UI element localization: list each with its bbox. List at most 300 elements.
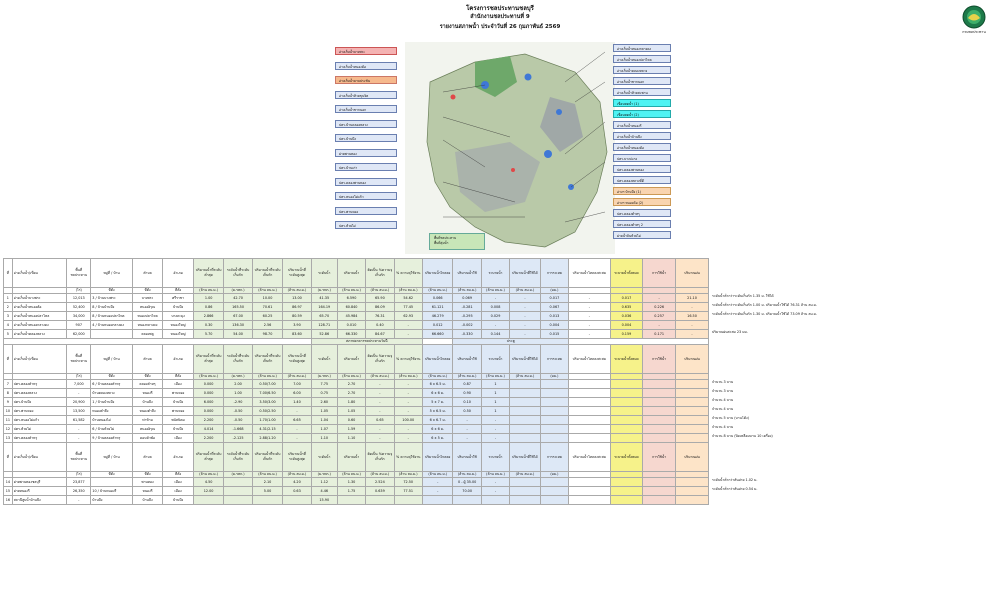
cell-c1: 5.70 [193,330,224,339]
column-header: % ความจุใช้งาน [394,259,422,288]
reservoir-marker-6 [451,95,456,100]
cell-c4: 7.00 [283,380,311,389]
cell-c14 [569,487,610,496]
cell-area: 26,350 [67,487,91,496]
cell-c9: 6 x 6 ม. [422,389,453,398]
cell-c10: 0.10 [453,398,481,407]
remark: ระดับน้ำต่ำกว่าสันฝาย 0.54 ม. [712,487,758,491]
cell-tam: หนองปลาไหล [132,312,163,321]
column-header: ปริมาณน้ำใช้ [453,443,481,472]
cell-n: 13 [4,434,13,443]
report-subtitle: สำนักงานชลประทานที่ 9 [470,14,530,20]
cell-c10: 0 - ผู้ 35.00 [453,478,481,487]
cell-c14 [569,425,610,434]
cell-c13: 0.015 [540,330,568,339]
cell-c3: 4.31/2.15 [252,425,283,434]
cell-c12 [510,425,541,434]
column-header: % ความจุใช้งาน [394,443,422,472]
cell-c4: - [283,407,311,416]
unit-cell: (ล้าน ลบ.ม.) [337,374,365,380]
map-label-right-8: อ่างเก็บน้ำบ้านบึง [613,132,671,140]
cell-c2: 67.00 [224,312,252,321]
table-row [4,330,709,339]
cell-c13 [540,416,568,425]
cell-c10: - [453,434,481,443]
map-label-left-4: อ่างเก็บน้ำชากนอก [335,105,397,113]
cell-c7: 2.524 [366,478,394,487]
unit-cell: (ล้าน ลบ.ม.) [252,288,283,294]
map-label-right-15: ปตร.คลองตำหรุ [613,209,671,217]
column-header: ปริมาณน้ำที่ระดับสูงสุด [283,345,311,374]
unit-cell: (ล้าน ลบ.ม.) [510,472,541,478]
cell-c12 [510,398,541,407]
column-header: ระบายน้ำทั้งหมด [610,345,643,374]
cell-c1: 0.30 [193,321,224,330]
cell-c17 [676,425,709,434]
unit-cell: (ล้าน ลบ.ม.) [193,472,224,478]
cell-area: - [67,496,91,505]
cell-n: 4 [4,321,13,330]
column-header: ปริมาณน้ำไหลลงสะสม [569,259,610,288]
cell-c13: 0.067 [540,303,568,312]
cell-amp: พนัสนิคม [163,416,194,425]
cell-area: 7,000 [67,380,91,389]
cell-c17 [676,434,709,443]
cell-c8: - [394,434,422,443]
column-header: ปริมาณน้ำที่ระดับต่ำสุด [193,259,224,288]
unit-cell: (ล้าน ลบ.ม.) [193,374,224,380]
unit-cell: (ล้าน ลบ.ม.) [337,472,365,478]
water-status-table [3,258,709,505]
column-header: ปริมาณน้ำ [337,443,365,472]
cell-vil: บ้านบึง [91,496,132,505]
unit-cell: (ล้าน ลบ.ม.) [366,374,394,380]
column-header: อ่างเก็บน้ำ/เขื่อน [12,345,67,374]
cell-c6: 0.60 [337,416,365,425]
column-header: ตำบล [132,345,163,374]
cell-c13 [540,407,568,416]
column-header: พื้นที่ชลประทาน [67,345,91,374]
table-row [4,478,709,487]
cell-area: 61,582 [67,416,91,425]
remark: จำนวน 8 บาน (ปิดเหลือมบาน 10 เครื่อง) [712,434,773,438]
map-label-right-17: ฝายน้ำล้นห้วยไผ่ [613,231,671,239]
unit-cell: (ไร่) [67,472,91,478]
cell-c6: 2.70 [337,389,365,398]
column-header: ปริมาณน้ำที่ใช้ได้ [510,345,541,374]
cell-c16 [643,496,676,505]
unit-cell: ที่ตั้ง [163,374,194,380]
cell-c6: 1.30 [337,478,365,487]
unit-cell: ที่ตั้ง [132,288,163,294]
cell-c9 [422,496,453,505]
cell-c4: 0.63 [283,487,311,496]
remark: จำนวน 5 บาน (บานโค้ง) [712,416,749,420]
cell-c15 [610,496,643,505]
section1-header-row [4,259,709,288]
cell-c8: 77.45 [394,303,422,312]
cell-c1: 2.866 [193,312,224,321]
legend-item-basin: พื้นที่ลุ่มน้ำ [434,241,449,245]
cell-tam: บ้านบึง [132,398,163,407]
cell-c11 [481,496,509,505]
cell-c8: - [394,321,422,330]
cell-c5: 7.75 [311,380,337,389]
unit-cell: ที่ตั้ง [163,288,194,294]
cell-vil: 1 / บ้านบ้านบึง [91,398,132,407]
cell-c13 [540,478,568,487]
section2-group-header: สภาพอาคารชลประทานวันนี้ [311,339,422,345]
cell-c16 [643,380,676,389]
cell-c1: 0.000 [193,407,224,416]
cell-c16 [643,389,676,398]
cell-c3 [252,496,283,505]
column-header: ระบายน้ำ [481,345,509,374]
cell-area: 12,013 [67,294,91,303]
cell-amp: ศรีราชา [163,294,194,303]
cell-c15 [610,398,643,407]
cell-c5: 4.46 [311,487,337,496]
cell-c5: 1.04 [311,416,337,425]
cell-c10: 0.90 [453,389,481,398]
cell-amp: หนองใหญ่ [163,330,194,339]
cell-c12 [510,407,541,416]
map-label-left-12: ปตร.ห้วยไผ่ [335,221,397,229]
column-header: ปริมาณน้ำที่ระดับเก็บกัก [252,443,283,472]
cell-c5: 164.19 [311,303,337,312]
report-header [0,0,1000,40]
cell-c13: 0.013 [540,312,568,321]
cell-tam: หนองตำลึง [132,407,163,416]
column-header: พื้นที่ชลประทาน [67,443,91,472]
cell-c2: 42.70 [224,294,252,303]
cell-c2: 2.00 [224,380,252,389]
cell-c14: - [569,321,610,330]
map-label-left-6: ปตร.บ้านบึง [335,134,397,142]
cell-c11: 1 [481,398,509,407]
cell-c15 [610,416,643,425]
cell-name: อ่างเก็บน้ำหนองค้อ [12,303,67,312]
unit-cell: ที่ตั้ง [163,472,194,478]
cell-amp: พานทอง [163,389,194,398]
column-header: หมู่ที่ / บ้าน [91,443,132,472]
cell-n: 7 [4,380,13,389]
unit-cell: (ล้าน ลบ.ม.) [394,374,422,380]
cell-name: สถานีสูบน้ำบ้านบึง [12,496,67,505]
cell-c10 [453,496,481,505]
column-header: ระดับน้ำ [311,259,337,288]
cell-c8: - [394,330,422,339]
cell-c4: 80.59 [283,312,311,321]
cell-c2 [224,478,252,487]
cell-tam: ท่าข้าม [132,416,163,425]
cell-vil: 6 / บ้านคลองตำหรุ [91,380,132,389]
cell-amp: เมือง [163,434,194,443]
cell-c15 [610,487,643,496]
cell-c15: 0.004 [610,321,643,330]
map-label-right-12: ปตร.คลองหลวงที่ดี [613,176,671,184]
cell-c7 [366,496,394,505]
map-label-left-3: อ่างเก็บน้ำห้วยขุนจิต [335,91,397,99]
cell-amp: บ้านบึง [163,398,194,407]
cell-c1: 4.50 [193,478,224,487]
column-header: ปริมาณน้ำที่ใช้ได้ [510,259,541,288]
unit-cell: (ล้าน ลบ.ม.) [422,374,453,380]
cell-c12 [510,478,541,487]
cell-c1: 4.014 [193,425,224,434]
cell-c12: - [510,294,541,303]
cell-c7: 76.31 [366,312,394,321]
column-header: การระเหย [540,443,568,472]
cell-c17 [676,478,709,487]
map-label-right-3: อ่างเก็บน้ำซากนอก [613,77,671,85]
column-header: ปริมาณน้ำ [337,345,365,374]
cell-c1: 0.86 [193,303,224,312]
cell-c2 [224,487,252,496]
cell-c11: - [481,425,509,434]
unit-cell: (ล้าน ลบ.ม.) [394,472,422,478]
cell-c3: 7.00/6.50 [252,389,283,398]
rid-logo [958,5,990,37]
column-header: ปริมาณน้ำที่ระดับต่ำสุด [193,443,224,472]
cell-c12: - [510,321,541,330]
cell-c7: 84.67 [366,330,394,339]
cell-vil: 4 / บ้านหนองกลางดง [91,321,132,330]
cell-name: ปตร.คลองตำหรุ [12,434,67,443]
table-row [4,321,709,330]
map-label-right-0: อ่างเก็บน้ำหนองกลางดง [613,44,671,52]
cell-c1: 0.000 [193,380,224,389]
map-label-left-1: อ่างเก็บน้ำหนองค้อ [335,62,397,70]
cell-c15 [610,425,643,434]
cell-c5: 1.10 [311,434,337,443]
unit-cell: (ล้าน ลบ.ม.) [481,472,509,478]
cell-c12 [510,380,541,389]
cell-c17 [676,398,709,407]
unit-cell: (ล้าน ลบ.ม.) [283,374,311,380]
unit-cell: (ม.รทก.) [224,472,252,478]
unit-cell: (ล้าน ลบ.ม.) [283,472,311,478]
map-label-left-11: ปตร.พานทอง [335,207,397,215]
column-header: % ความจุใช้งาน [394,345,422,374]
cell-c11: 0.008 [481,303,509,312]
column-header: การใช้น้ำ [643,345,676,374]
cell-tam: หนองอิรุณ [132,425,163,434]
unit-cell: (ล้าน ลบ.ม.) [366,472,394,478]
map-label-right-13: อ่างฯ บ้านบึง (1) [613,187,671,195]
cell-c10: 0.87 [453,380,481,389]
map-label-right-11: ปตร.คลองพานทอง [613,165,671,173]
cell-tam: ดอนหัวฬ่อ [132,434,163,443]
cell-c8 [394,496,422,505]
cell-c17 [676,496,709,505]
column-header: ปริมาณน้ำที่ใช้ได้ [510,443,541,472]
legend-item-irrigated: พื้นที่ชลประทาน [434,236,457,240]
cell-c2: 1.00 [224,389,252,398]
cell-name: อ่างเก็บน้ำหนองปลาไหล [12,312,67,321]
cell-c8: - [394,407,422,416]
cell-c13 [540,398,568,407]
cell-c6: 1.75 [337,487,365,496]
cell-name: ปตร.พานทอง [12,407,67,416]
cell-c1: 1.00 [193,294,224,303]
cell-c4: 6.65 [283,416,311,425]
unit-cell: (ไร่) [67,288,91,294]
cell-c8: - [394,380,422,389]
cell-c7: - [366,380,394,389]
map-label-right-7: อ่างเก็บน้ำหนองรี [613,121,671,129]
cell-c2 [224,496,252,505]
cell-c16 [643,398,676,407]
table-row [4,294,709,303]
cell-vil: 8 / บ้านบ้านบึง [91,303,132,312]
cell-name: อ่างเก็บน้ำบางพระ [12,294,67,303]
unit-cell: (มม.) [540,374,568,380]
cell-c10: -0.002 [453,321,481,330]
unit-cell: (ล้าน ลบ.ม.) [337,288,365,294]
column-header: ที่ [4,345,13,374]
cell-c7: - [366,398,394,407]
cell-c9: 46.279 [422,312,453,321]
cell-n: 12 [4,425,13,434]
cell-c17: 21.10 [676,294,709,303]
cell-c16: 0.226 [643,303,676,312]
cell-c14 [569,380,610,389]
cell-c13 [540,425,568,434]
cell-c13 [540,389,568,398]
map-legend [429,233,485,250]
cell-tam: หนองกลางดง [132,321,163,330]
table-row [4,303,709,312]
cell-area: 13,500 [67,407,91,416]
cell-c10: 0.069 [453,294,481,303]
cell-c4: 83.60 [283,330,311,339]
unit-cell: (ล้าน ลบ.ม.) [252,374,283,380]
cell-area: - [67,434,91,443]
cell-n: 15 [4,487,13,496]
cell-c2: 165.50 [224,303,252,312]
cell-c1: 2.200 [193,416,224,425]
cell-amp: พานทอง [163,407,194,416]
map-label-left-7: ฝายพานทอง [335,149,397,157]
cell-c15: 0.635 [610,303,643,312]
cell-c1 [193,496,224,505]
cell-c6: 0.010 [337,321,365,330]
table-row [4,425,709,434]
cell-tam: หนองรี [132,487,163,496]
cell-amp: บ้านบึง [163,425,194,434]
unit-cell: (ล้าน ลบ.ม.) [283,288,311,294]
cell-c5: 0.75 [311,389,337,398]
map-label-right-16: ปตร.คลองตำหรุ 2 [613,220,671,228]
cell-c9: 6 x 6.5 ม. [422,380,453,389]
cell-c4: 6.00 [283,389,311,398]
cell-c12: - [510,330,541,339]
cell-c1: 2.200 [193,434,224,443]
column-header: คิดเป็น %ความจุเก็บกัก [366,443,394,472]
unit-cell: (ล้าน ลบ.ม.) [453,288,481,294]
cell-c17 [676,380,709,389]
map-label-right-4: อ่างเก็บน้ำห้วยสะพาน [613,88,671,96]
cell-amp: เมือง [163,478,194,487]
cell-vil [91,330,132,339]
section2-sub-header: ประตู [453,339,569,345]
cell-c3: 10.00 [252,294,283,303]
cell-c10: - [453,416,481,425]
cell-n: 16 [4,496,13,505]
cell-c16 [643,487,676,496]
column-header: อำเภอ [163,443,194,472]
unit-cell: (ม.รทก.) [311,374,337,380]
cell-c10: -0.281 [453,303,481,312]
cell-c11: 0.029 [481,312,509,321]
cell-c8: 72.50 [394,478,422,487]
cell-c13 [540,380,568,389]
unit-cell: ที่ตั้ง [91,374,132,380]
remark: จำนวน 4 บาน [712,407,734,411]
column-header: ที่ [4,443,13,472]
unit-cell: (ล้าน ลบ.ม.) [193,288,224,294]
cell-name: อ่างเก็บน้ำคลองหลวง [12,330,67,339]
cell-c7: - [366,389,394,398]
cell-area: - [67,389,91,398]
cell-c10: 0.50 [453,407,481,416]
reservoir-marker-5 [556,109,562,115]
column-header: ปริมาณน้ำใช้ [453,345,481,374]
cell-c6: 1.80 [337,398,365,407]
cell-c11: 1 [481,380,509,389]
column-header: การใช้น้ำ [643,259,676,288]
remark: จำนวน 3 บาน [712,380,734,384]
cell-c14: - [569,294,610,303]
cell-c16: 0.257 [643,312,676,321]
cell-n: 2 [4,303,13,312]
cell-c10: -0.330 [453,330,481,339]
cell-c15 [610,389,643,398]
cell-c9: 61.121 [422,303,453,312]
cell-c17: - [676,330,709,339]
map-label-left-8: ปตร.บ้านเก่า [335,163,397,171]
unit-cell: (ล้าน ลบ.ม.) [481,288,509,294]
column-header: อำเภอ [163,259,194,288]
cell-c14: - [569,330,610,339]
unit-cell: (ม.รทก.) [224,374,252,380]
cell-c10: - [453,425,481,434]
cell-c17 [676,416,709,425]
column-header: ปริมาณน้ำไหลลง [422,345,453,374]
cell-c17: - [676,321,709,330]
cell-c3: 0.50/2.50 [252,407,283,416]
cell-amp: บ้านบึง [163,303,194,312]
cell-vil: 3 / บ้านบางพระ [91,294,132,303]
cell-c2: 54.00 [224,330,252,339]
cell-c11: 1 [481,389,509,398]
column-header: ปริมาณน้ำไหลลงสะสม [569,443,610,472]
cell-c5: 15.90 [311,496,337,505]
cell-tam: บ้านบึง [132,496,163,505]
cell-c14 [569,398,610,407]
reservoir-marker-2 [525,74,532,81]
cell-c9: 5 x 6.5 ม. [422,407,453,416]
cell-c6: 1.10 [337,434,365,443]
cell-c9: 6 x 6.7 ม. [422,416,453,425]
cell-name: ปตร.ห้วยไผ่ [12,425,67,434]
cell-c3: 2.56 [252,321,283,330]
remark: ปริมาณฝนสะสม 23 มม. [712,330,748,334]
cell-c14 [569,389,610,398]
column-header: ตำบล [132,259,163,288]
basin-map [335,42,675,254]
